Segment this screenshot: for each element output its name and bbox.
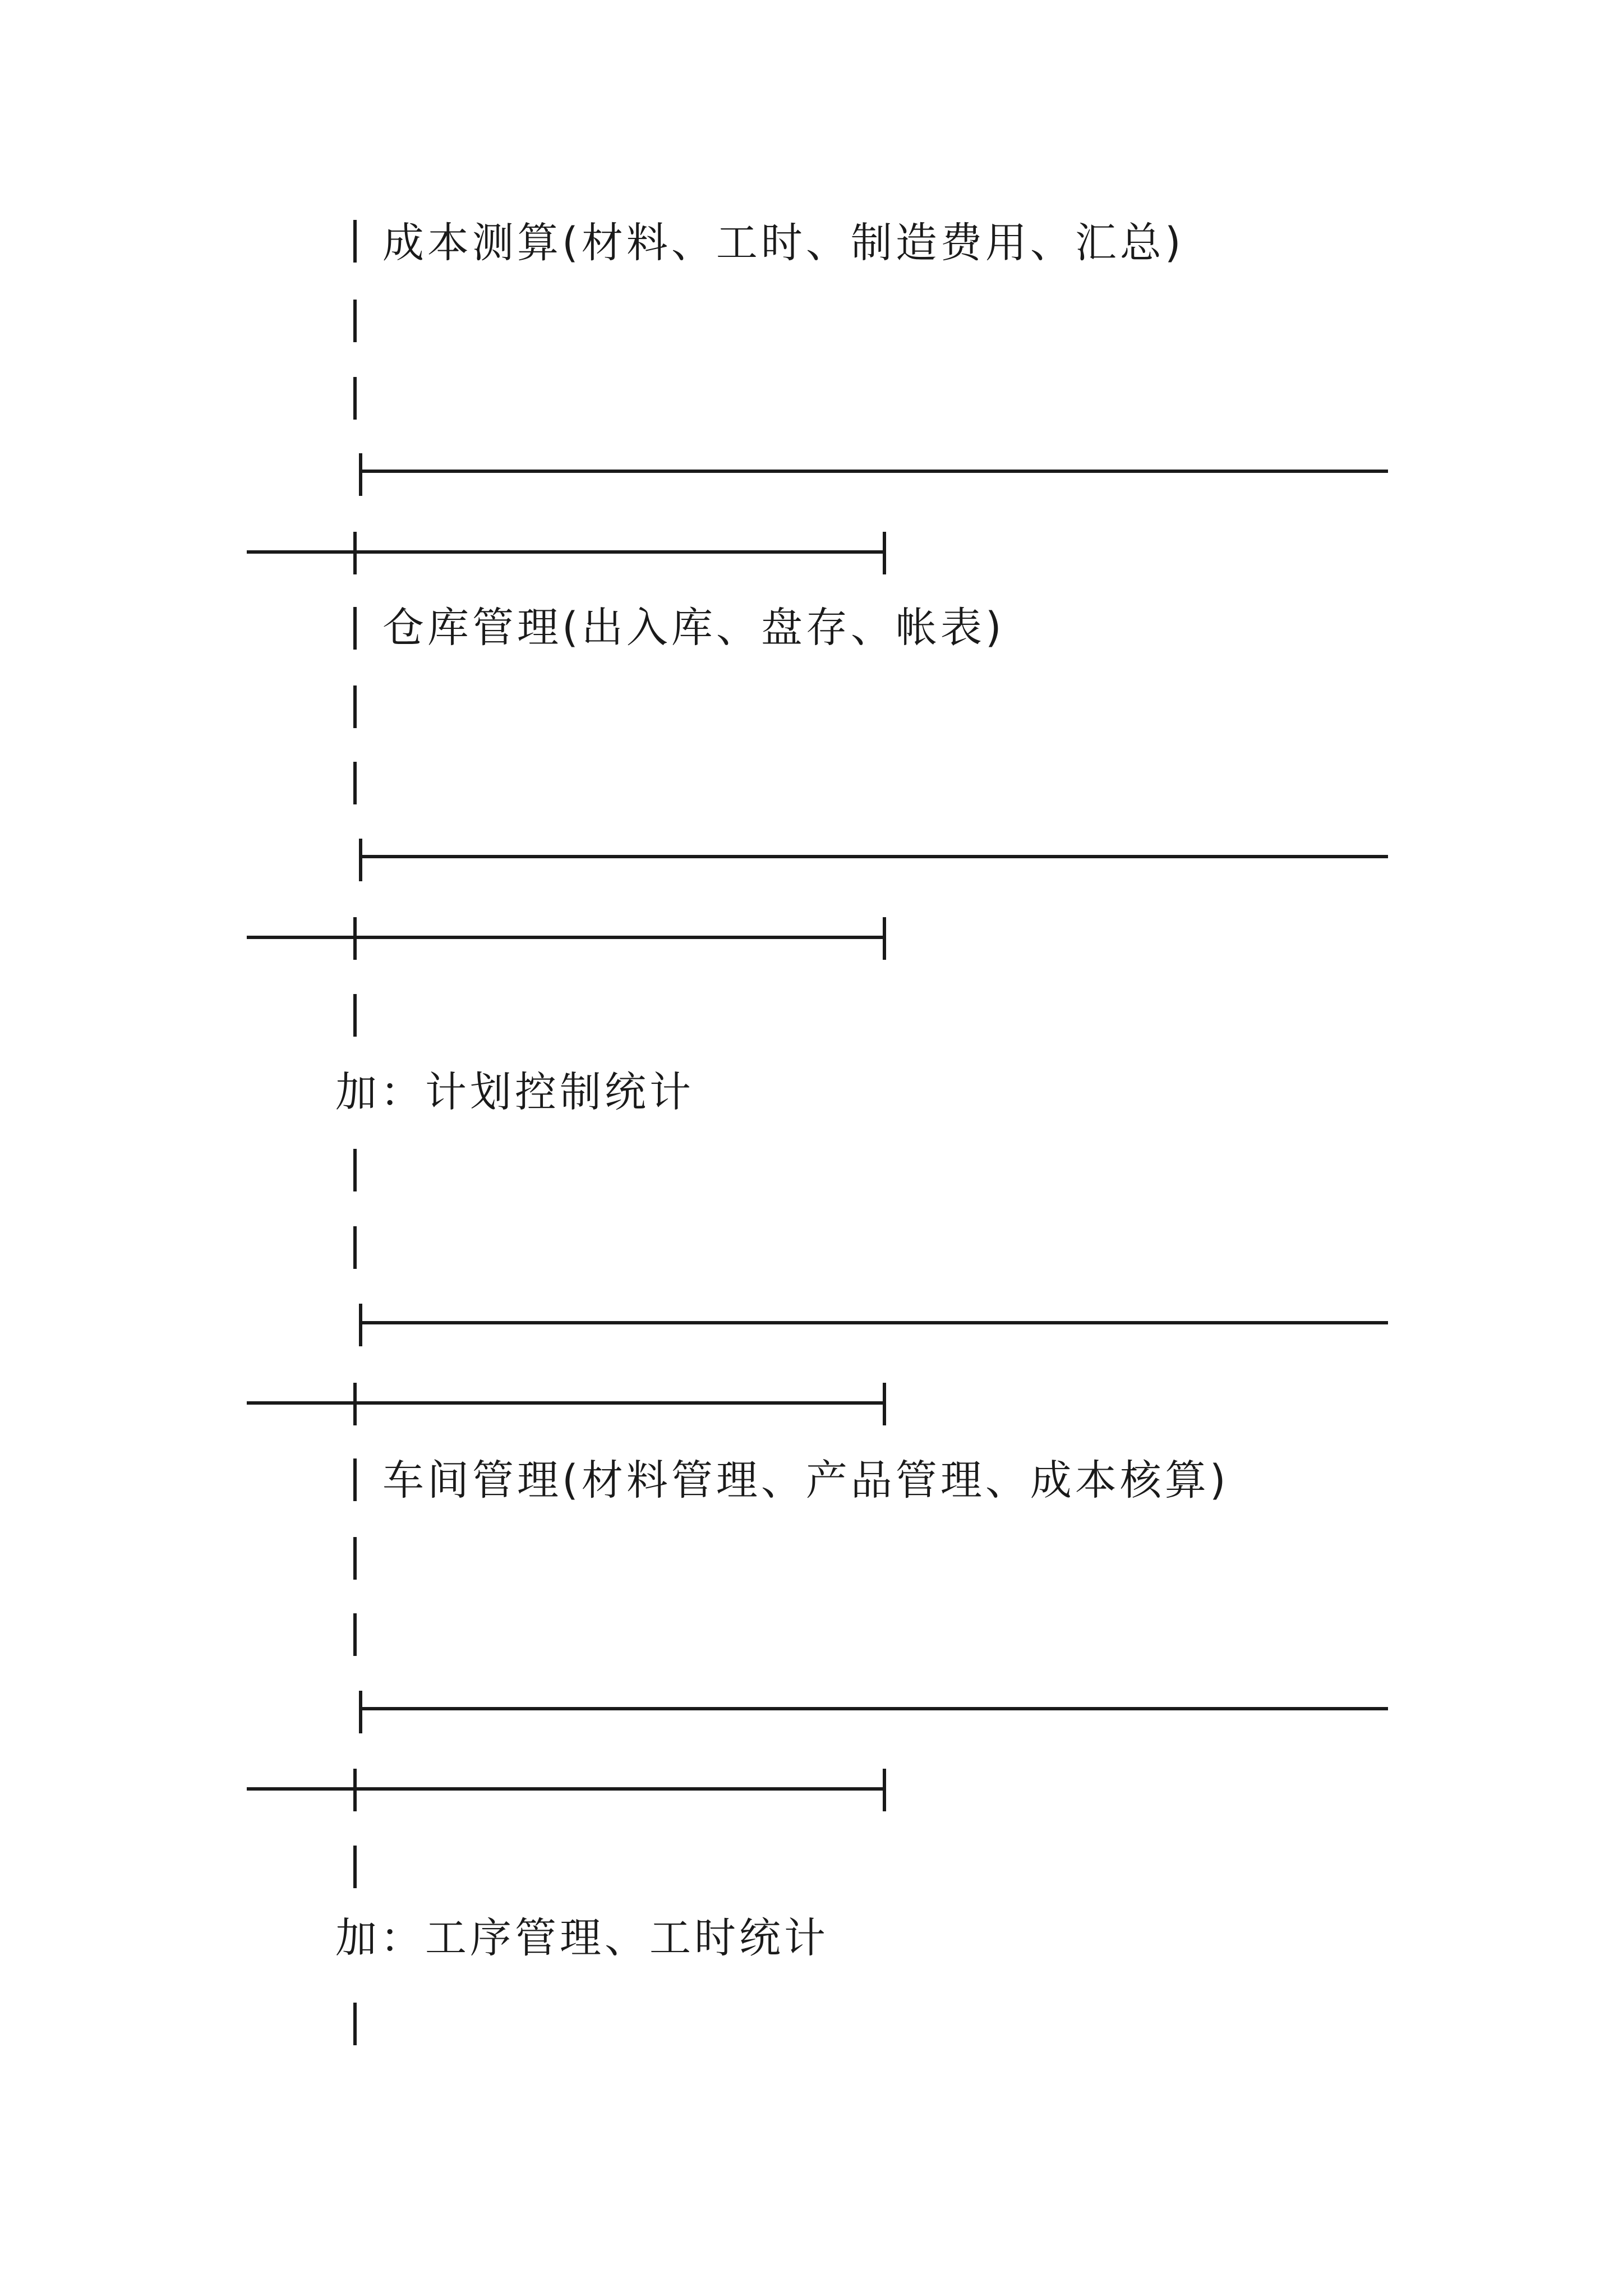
tree-vertical-bar: [353, 1846, 357, 1888]
tree-vertical-bar: [353, 1613, 357, 1656]
addition-process-management: 加：工序管理、工时统计: [335, 1914, 829, 1962]
connector-line: [247, 936, 886, 939]
tree-vertical-bar: [353, 1458, 357, 1501]
branch-tick: [359, 1691, 362, 1733]
branch-line: [359, 1707, 1388, 1710]
connector-cross: [353, 1769, 357, 1811]
tree-vertical-bar: [353, 1149, 357, 1191]
branch-line: [359, 470, 1388, 473]
tree-vertical-bar: [353, 607, 357, 650]
addition-plan-control: 加：计划控制统计: [335, 1068, 694, 1116]
node-warehouse-management: 仓库管理(出入库、盘存、帐表): [382, 604, 1005, 652]
node-cost-estimation: 成本测算(材料、工时、制造费用、汇总): [382, 219, 1184, 267]
branch-tick: [359, 839, 362, 881]
connector-cross: [353, 1383, 357, 1425]
branch-line: [359, 855, 1388, 858]
tree-vertical-bar: [353, 994, 357, 1037]
connector-cross: [353, 917, 357, 960]
tree-vertical-bar: [353, 685, 357, 728]
branch-tick: [359, 1304, 362, 1346]
tree-vertical-bar: [353, 1537, 357, 1580]
branch-tick: [359, 453, 362, 496]
connector-end: [883, 917, 886, 960]
tree-vertical-bar: [353, 220, 357, 263]
tree-vertical-bar: [353, 377, 357, 420]
tree-vertical-bar: [353, 2003, 357, 2045]
branch-line: [359, 1321, 1388, 1324]
connector-end: [883, 532, 886, 574]
connector-end: [883, 1383, 886, 1425]
connector-line: [247, 1787, 886, 1791]
tree-vertical-bar: [353, 762, 357, 804]
connector-end: [883, 1769, 886, 1811]
connector-cross: [353, 532, 357, 574]
tree-vertical-bar: [353, 1226, 357, 1269]
node-workshop-management: 车间管理(材料管理、产品管理、成本核算): [382, 1456, 1229, 1504]
connector-line: [247, 1401, 886, 1405]
connector-line: [247, 550, 886, 554]
tree-vertical-bar: [353, 300, 357, 342]
